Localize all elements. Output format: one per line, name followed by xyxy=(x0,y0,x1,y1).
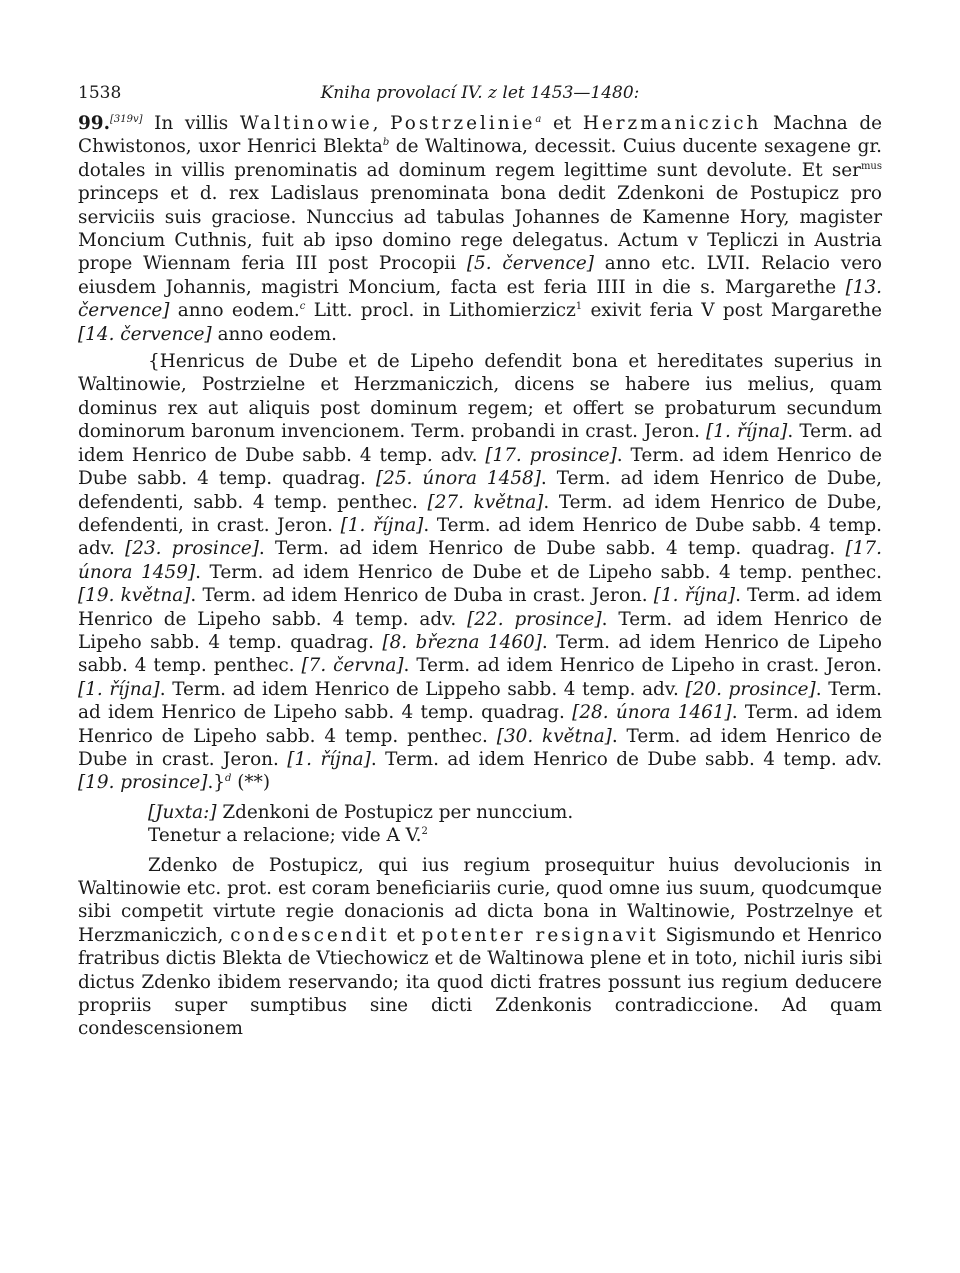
entry-paragraph: 99.[319v] In villis Waltinowie, Postrzelinie$^a$ et Herzmaniczich Machna de Chwistonos, uxor Henrici Blekta$^b$ de Waltinowa, decessit. Cuius ducente sexagene gr. dotales in villis prenominatis ad dominum regem legittime sunt devolute. Et ser$^{mus}$ princeps et d. rex Ladislaus prenominata bona dedit Zdenkoni de Postupicz pro serviciis suis graciose. Nunccius ad tabulas Johannes de Kamenne Hory, magister Moncium Cuthnis, fuit ab ipso domino rege delegatus. Actum v Tepliczi in Austria prope Wiennam feria III post Procopii [5. července] anno etc. LVII. Relacio vero eiusdem Johannis, magistri Moncium, facta est feria IIII in die s. Margarethe [13. července] anno eodem.$^c$ Litt. procl. in Lithomierzicz$^1$ exivit feria V post Margarethe [14. července] anno eodem. xyxy=(78,113,883,345)
date-note: [25. února 1458] xyxy=(375,468,541,490)
spaced-term: condescendit xyxy=(230,924,390,946)
page-number: 1538 xyxy=(78,83,122,103)
date-note: [5. července] xyxy=(466,253,594,275)
note-line: [Juxta:] Zdenkoni de Postupicz per nunccium. xyxy=(148,801,574,823)
date-note: [23. prosince] xyxy=(125,538,259,560)
date-note: [17. února 1459] xyxy=(78,538,882,583)
defense-paragraph: {Henricus de Dube et de Lipeho defendit bona et hereditates superius in Waltinowie, Postrzielne et Herzmaniczich, dicens se habere ius melius, quam dominus rex aut aliquis post dominum regem; et offert se probaturum secundum dominorum baronum invencionem. Term. probandi in crast. Jeron. [1. října]. Term. ad idem Henrico de Dube sabb. 4 temp. adv. [17. prosince]. Term. ad idem Henrico de Dube sabb. 4 temp. quadrag. [25. února 1458]. Term. ad idem Henrico de Dube, defendenti, sabb. 4 temp. penthec. [27. května]. Term. ad idem Henrico de Dube, defendenti, in crast. Jeron. [1. října]. Term. ad idem Henrico de Dube sabb. 4 temp. adv. [23. prosince]. Term. ad idem Henrico de Dube sabb. 4 temp. quadrag. [17. února 1459]. Term. ad idem Henrico de Dube et de Lipeho sabb. 4 temp. penthec. [19. května]. Term. ad idem Henrico de Duba in crast. Jeron. [1. října]. Term. ad idem Henrico de Lipeho sabb. 4 temp. adv. [22. prosince]. Term. ad idem Henrico de Lipeho sabb. 4 temp. quadrag. [8. března 1460]. Term. ad idem Henrico de Lipeho sabb. 4 temp. penthec. [7. června]. Term. ad idem Henrico de Lipeho in crast. Jeron. [1. října]. Term. ad idem Henrico de Lippeho sabb. 4 temp. adv. [20. prosince]. Term. ad idem Henrico de Lipeho sabb. 4 temp. quadrag. [28. února 1461]. Term. ad idem Henrico de Lipeho sabb. 4 temp. penthec. [30. května]. Term. ad idem Henrico de Dube in crast. Jeron. [1. října]. Term. ad idem Henrico de Dube sabb. 4 temp. adv. [19. prosince].}$^d$ (**) xyxy=(78,351,883,794)
date-note: [1. října] xyxy=(653,585,736,607)
date-note: [1. října] xyxy=(706,421,788,443)
document-page xyxy=(78,82,882,1041)
date-note: [1. října] xyxy=(78,678,160,700)
place-name: Herzmaniczich xyxy=(582,113,762,134)
running-title: Kniha provolací IV. z let 1453—1480: xyxy=(320,83,640,103)
footnote-ref: a xyxy=(535,114,542,125)
superscript: mus xyxy=(860,160,882,172)
footnote-ref: d xyxy=(225,773,232,785)
date-note: [22. prosince] xyxy=(467,608,602,630)
date-note: [8. března 1460] xyxy=(382,631,542,653)
spaced-term: potenter resignavit xyxy=(421,924,659,946)
note-line: Tenetur a relacione; vide A V.$^2$ xyxy=(148,825,428,847)
date-note: [7. června] xyxy=(301,655,404,677)
folio-marker: [319v] xyxy=(110,114,143,125)
date-note: [19. prosince] xyxy=(78,772,208,794)
date-note: [28. února 1461] xyxy=(572,702,732,724)
date-note: [1. října] xyxy=(340,514,424,536)
juxta-note xyxy=(78,801,882,848)
date-note: [13. července] xyxy=(78,276,882,322)
date-note: [30. května] xyxy=(496,725,612,747)
entry-number: 99. xyxy=(78,113,110,134)
date-note: [17. prosince] xyxy=(485,444,617,466)
footnote-ref: b xyxy=(382,137,390,149)
juxta-label: [Juxta:] xyxy=(148,801,217,823)
resignation-paragraph: Zdenko de Postupicz, qui ius regium prosequitur huius devolucionis in Waltinowie etc. prot. est coram beneficiariis curie, quod omne ius suum, quodcumque sibi competit virtute regie donacionis ad dicta bona in Waltinowie, Postrzelnye et Herzmaniczich, condescendit et potenter resignavit Sigismundo et Henrico fratribus dictis Blekta de Vtiechowicz et de Waltinowa plene et in toto, nichil iuris sibi dictus Zdenko ibidem reservando; ita quod dicti fratres possunt ius regium deducere propriis super sumptibus sine dicti Zdenkonis contradiccione. Ad quam condescensionem xyxy=(78,854,882,1040)
date-note: [1. října] xyxy=(287,748,371,770)
place-name: Postrzelinie xyxy=(390,113,536,134)
date-note: [14. července] xyxy=(78,323,212,345)
place-name: Waltinowie xyxy=(239,113,373,134)
page-header xyxy=(78,82,882,112)
apparatus-marker: (**) xyxy=(231,772,270,794)
footnote-ref: c xyxy=(299,301,306,313)
footnote-ref: 2 xyxy=(421,826,428,838)
date-note: [27. května] xyxy=(427,491,544,513)
date-note: [20. prosince] xyxy=(685,678,816,700)
date-note: [19. května] xyxy=(78,585,191,607)
footnote-ref: 1 xyxy=(575,301,583,313)
